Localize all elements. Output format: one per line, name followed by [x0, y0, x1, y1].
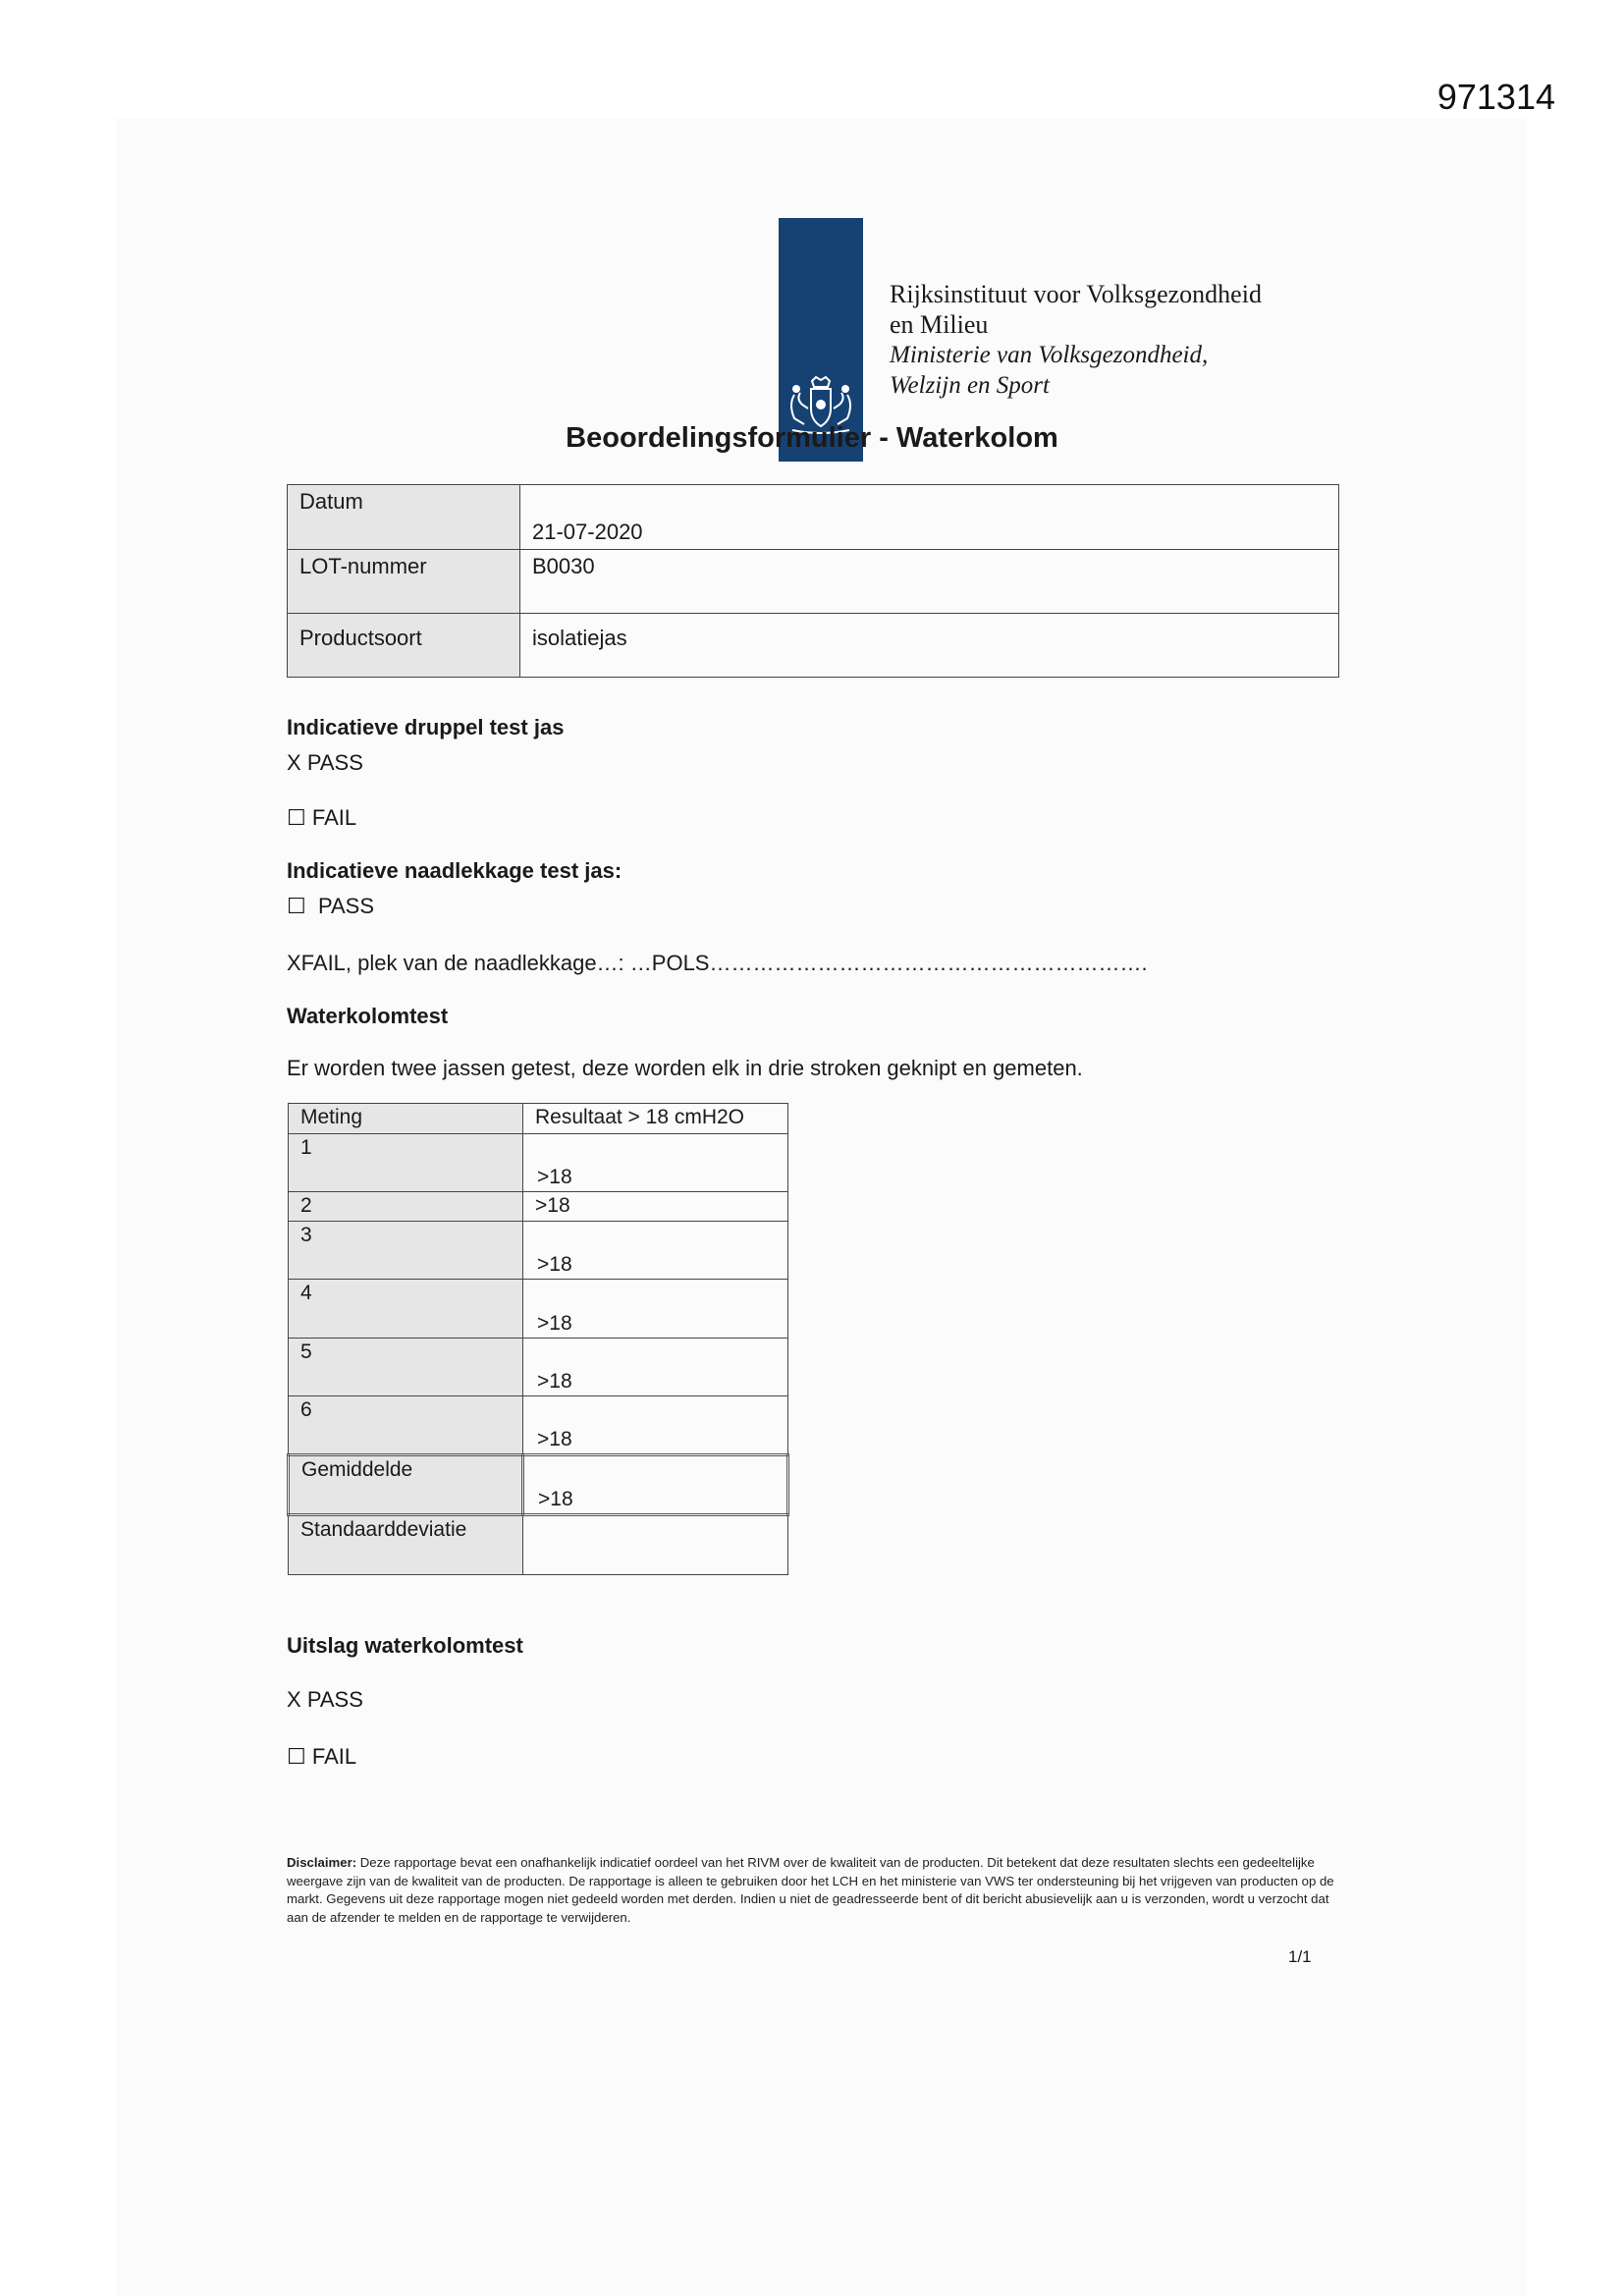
document-id: 971314: [1436, 77, 1555, 117]
table-row: [289, 1339, 788, 1396]
meting-label: 2: [289, 1192, 523, 1222]
drop-test-heading: Indicatieve druppel test jas: [287, 715, 565, 739]
meting-value-cell: [523, 1339, 788, 1396]
meting-value-cell: [523, 1280, 788, 1339]
result-fail-option: [287, 1744, 356, 1770]
org-line-4: Welzijn en Sport: [890, 372, 1050, 399]
table-row: [289, 1134, 788, 1192]
org-line-3: Ministerie van Volksgezondheid,: [890, 342, 1209, 368]
meting-label: 6: [289, 1396, 523, 1455]
info-row-datum: [288, 485, 1339, 550]
disclaimer: [287, 1854, 1341, 1927]
info-table: [287, 484, 1339, 678]
lot-label: LOT-nummer: [288, 550, 520, 614]
sd-row: [289, 1515, 788, 1575]
result-heading: Uitslag waterkolomtest: [287, 1633, 523, 1658]
average-row: [289, 1455, 788, 1515]
disclaimer-label: Disclaimer:: [287, 1855, 357, 1870]
drop-test-fail-label: FAIL: [311, 805, 357, 830]
result-fail-label: FAIL: [311, 1744, 357, 1769]
product-label: Productsoort: [288, 614, 520, 678]
meting-value-cell: [523, 1134, 788, 1192]
page-number: 1/1: [1288, 1947, 1312, 1966]
average-label: Gemiddelde: [289, 1455, 523, 1515]
drop-test-fail-checkbox: ☐: [287, 805, 306, 830]
meting-value-cell: [523, 1396, 788, 1455]
sd-value: [523, 1515, 788, 1575]
table-row: [289, 1192, 788, 1222]
result-pass-label: PASS: [306, 1687, 363, 1712]
result-header: Resultaat > 18 cmH2O: [523, 1104, 788, 1134]
needle-test-pass-option: [287, 894, 374, 919]
drop-test-pass-mark: X: [287, 750, 301, 775]
datum-label: Datum: [288, 485, 520, 550]
table-row: [289, 1280, 788, 1339]
meting-value: >18: [537, 1253, 572, 1276]
meting-label: 5: [289, 1339, 523, 1396]
measurement-header-row: [289, 1104, 788, 1134]
meting-label: 3: [289, 1222, 523, 1280]
meting-label: 4: [289, 1280, 523, 1339]
needle-test-pass-label: PASS: [317, 894, 375, 918]
result-pass-option: [287, 1687, 363, 1713]
org-line-1: Rijksinstituut voor Volksgezondheid: [890, 280, 1262, 308]
average-value: >18: [538, 1488, 573, 1510]
info-row-lot: [288, 550, 1339, 614]
meting-value-cell: [523, 1222, 788, 1280]
measurement-table: [287, 1103, 789, 1575]
result-pass-mark: X: [287, 1687, 301, 1712]
disclaimer-text: Deze rapportage bevat een onafhankelijk indicatief oordeel van het RIVM over de kwaliteit van de producten. Dit betekent dat deze resultaten slechts een gedeeltelijke weergave zijn van de kwaliteit van de producten. De rapportage is alleen te gebruiken door het LCH en het ministerie van VWS ter ondersteuning bij het vrijgeven van producten op de markt. Gegevens uit deze rapportage mogen niet gedeeld worden met derden. Indien u niet de geadresseerde bent of dit bericht abusievelijk aan u is verzonden, wordt u verzocht dat aan de afzender te melden en de rapportage te verwijderen.: [287, 1855, 1334, 1925]
watercolumn-heading: Waterkolomtest: [287, 1004, 449, 1028]
lot-value: B0030: [520, 550, 1339, 614]
table-row: [289, 1396, 788, 1455]
datum-cell: [520, 485, 1339, 550]
meting-value: >18: [523, 1192, 788, 1222]
meting-header: Meting: [289, 1104, 523, 1134]
product-value: isolatiejas: [520, 614, 1339, 678]
average-value-cell: [523, 1455, 788, 1515]
drop-test-fail-option: [287, 805, 356, 831]
drop-test-pass-label: PASS: [306, 750, 363, 775]
sd-label: Standaarddeviatie: [289, 1515, 523, 1575]
meting-value: >18: [537, 1312, 572, 1335]
table-row: [289, 1222, 788, 1280]
result-fail-checkbox: ☐: [287, 1744, 306, 1769]
needle-test-heading: Indicatieve naadlekkage test jas:: [287, 858, 623, 883]
datum-value: 21-07-2020: [532, 519, 643, 544]
org-line-2: en Milieu: [890, 310, 989, 339]
meting-value: >18: [537, 1166, 572, 1188]
drop-test-pass-option: [287, 750, 363, 776]
info-row-product: [288, 614, 1339, 678]
form-title: Beoordelingsformulier - Waterkolom: [566, 422, 1058, 454]
watercolumn-description: Er worden twee jassen getest, deze worden elk in drie stroken geknipt en gemeten.: [287, 1056, 1083, 1080]
meting-label: 1: [289, 1134, 523, 1192]
meting-value: >18: [537, 1370, 572, 1393]
needle-test-fail-line: XFAIL, plek van de naadlekkage…: …POLS…………………………………………………….: [287, 951, 1148, 975]
meting-value: >18: [537, 1428, 572, 1450]
needle-test-pass-checkbox: ☐: [287, 894, 306, 918]
organisation-name: [890, 279, 1262, 401]
